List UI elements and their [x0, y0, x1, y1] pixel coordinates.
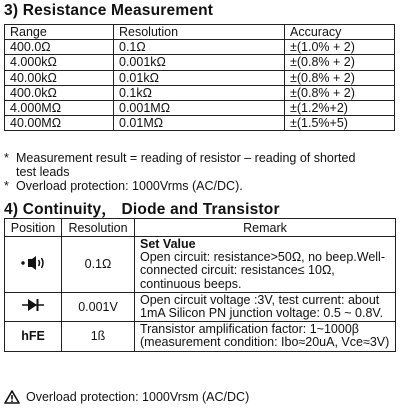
accuracy-cell: ±(0.8% + 2)	[285, 70, 395, 85]
accuracy-cell: ±(1.2%+2)	[285, 101, 395, 116]
remark-text: Open circuit: resistance>50Ω, no beep.Well-connected circuit: resistance≤ 10Ω, continuous beeps.	[140, 250, 386, 291]
table-row	[5, 40, 395, 55]
resolution-cell: 0.01kΩ	[114, 70, 285, 85]
table-row	[5, 116, 395, 131]
continuity-diode-table	[4, 218, 396, 352]
note-line-2: test leads	[16, 164, 70, 179]
position-cell	[5, 292, 62, 321]
footer-warning	[4, 390, 249, 404]
position-cell: hFE	[5, 322, 62, 351]
table-row-continuity	[5, 237, 396, 293]
remark-cell: Open circuit voltage :3V, test current: about 1mA Silicon PN junction voltage: 0.5 ~ 0.8V.	[135, 292, 396, 321]
note-asterisk: *	[4, 151, 9, 165]
section-4-title: 4) Continuity， Diode and Transistor	[4, 201, 280, 218]
footer-warning-text: Overload protection: 1000Vrsm (AC/DC)	[26, 390, 250, 404]
resolution-cell: 0.1Ω	[62, 237, 135, 293]
resolution-cell: 0.001kΩ	[114, 55, 285, 70]
remark-title: Set Value	[140, 237, 196, 251]
position-cell	[5, 237, 62, 293]
table-row-hfe	[5, 322, 396, 351]
range-cell: 400.0kΩ	[5, 85, 114, 100]
table-row	[5, 55, 395, 70]
note-line-1: Measurement result = reading of resistor – reading of shorted	[16, 151, 356, 165]
accuracy-cell: ±(1.5%+5)	[285, 116, 395, 131]
remark-cell	[135, 237, 396, 293]
header-resolution: Resolution	[114, 25, 285, 40]
range-cell: 4.000kΩ	[5, 55, 114, 70]
table-row	[5, 70, 395, 85]
resolution-cell: 0.1Ω	[114, 40, 285, 55]
header-resolution: Resolution	[62, 219, 135, 237]
resolution-cell: 0.01MΩ	[114, 116, 285, 131]
range-cell: 40.00kΩ	[5, 70, 114, 85]
continuity-beeper-icon	[20, 256, 46, 270]
resolution-cell: 1ß	[62, 322, 135, 351]
table-row-diode	[5, 292, 396, 321]
table-row	[5, 101, 395, 116]
note-asterisk: *	[4, 179, 9, 193]
overload-note-text: Overload protection: 1000Vrms (AC/DC).	[16, 179, 243, 193]
resolution-cell: 0.001MΩ	[114, 101, 285, 116]
measurement-note	[4, 152, 396, 179]
remark-cell: Transistor amplification factor: 1~1000β (measurement condition: Ibo≈20uA, Vce≈3V)	[135, 322, 396, 351]
resistance-table	[4, 24, 395, 131]
accuracy-cell: ±(0.8% + 2)	[285, 85, 395, 100]
header-position: Position	[5, 219, 62, 237]
header-accuracy: Accuracy	[285, 25, 395, 40]
range-cell: 40.00MΩ	[5, 116, 114, 131]
resolution-cell: 0.001V	[62, 292, 135, 321]
warning-triangle-icon	[4, 390, 20, 404]
overload-note	[4, 180, 396, 194]
diode-icon	[22, 298, 44, 312]
range-cell: 4.000MΩ	[5, 101, 114, 116]
accuracy-cell: ±(1.0% + 2)	[285, 40, 395, 55]
header-range: Range	[5, 25, 114, 40]
table-row	[5, 85, 395, 100]
accuracy-cell: ±(0.8% + 2)	[285, 55, 395, 70]
table-header-row	[5, 219, 396, 237]
resolution-cell: 0.1kΩ	[114, 85, 285, 100]
range-cell: 400.0Ω	[5, 40, 114, 55]
header-remark: Remark	[135, 219, 396, 237]
table-header-row	[5, 25, 395, 40]
section-3-title: 3) Resistance Measurement	[4, 2, 214, 19]
